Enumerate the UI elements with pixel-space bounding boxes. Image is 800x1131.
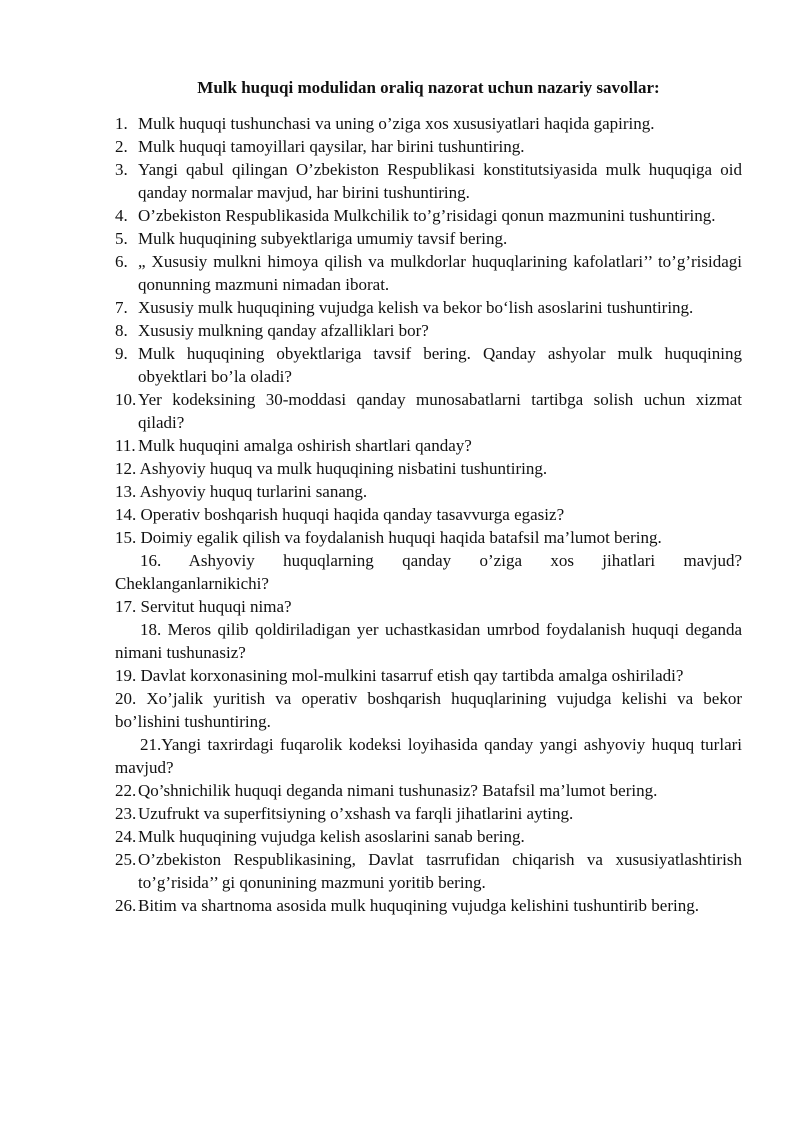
item-number: 12.: [115, 459, 137, 478]
item-number: 26.: [115, 896, 137, 915]
list-item: [115, 618, 742, 664]
list-item: [115, 848, 742, 894]
item-number: 10.: [115, 390, 137, 409]
item-number: 17.: [115, 597, 137, 616]
item-number: 23.: [115, 804, 137, 823]
list-item: [115, 687, 742, 733]
list-item: [115, 434, 742, 457]
item-text: Yangi taxrirdagi fuqarolik kodeksi loyihasida qanday yangi ashyoviy huquq turlari mavjud?: [115, 735, 742, 777]
item-text: Yangi qabul qilingan O’zbekiston Respublikasi konstitutsiyasida mulk huquqiga oid qanday normalar mavjud, har birini tushuntiring.: [138, 160, 742, 202]
list-item: [115, 112, 742, 135]
item-text: Bitim va shartnoma asosida mulk huquqining vujudga kelishini tushuntirib bering.: [138, 896, 699, 915]
item-number: 15.: [115, 528, 137, 547]
list-item: [115, 388, 742, 434]
item-text: O’zbekiston Respublikasining, Davlat tasrrufidan chiqarish va xususiyatlashtirish to’g’risida’’ gi qonunining mazmuni yoritib bering.: [138, 850, 742, 892]
list-item: [115, 342, 742, 388]
item-text: Mulk huquqi tamoyillari qaysilar, har birini tushuntiring.: [138, 137, 525, 156]
item-text: Ashyoviy huquq va mulk huquqining nisbatini tushuntiring.: [139, 459, 548, 478]
item-number: 21.: [140, 735, 162, 754]
item-number: 20.: [115, 689, 137, 708]
item-number: 22.: [115, 781, 137, 800]
item-text: Xo’jalik yuritish va operativ boshqarish huquqlarining vujudga kelishi va bekor bo’lishini tushuntiring.: [115, 689, 743, 731]
list-item: [115, 319, 742, 342]
item-number: 18.: [140, 620, 162, 639]
list-item: [115, 457, 742, 480]
list-item: [115, 549, 742, 595]
list-item: [115, 526, 742, 549]
item-number: 6.: [115, 252, 128, 271]
item-text: Operativ boshqarish huquqi haqida qanday tasavvurga egasiz?: [140, 505, 565, 524]
item-text: Xususiy mulk huquqining vujudga kelish va bekor bo‘lish asoslarini tushuntiring.: [138, 298, 694, 317]
item-text: Davlat korxonasining mol-mulkini tasarruf etish qay tartibda amalga oshiriladi?: [140, 666, 684, 685]
list-item: [115, 595, 742, 618]
item-number: 13.: [115, 482, 137, 501]
item-number: 4.: [115, 206, 128, 225]
list-item: [115, 802, 742, 825]
item-number: 14.: [115, 505, 137, 524]
list-item: [115, 664, 742, 687]
item-text: Ashyoviy huquqlarning qanday o’ziga xos jihatlari mavjud?: [188, 551, 743, 570]
item-text: Qo’shnichilik huquqi deganda nimani tushunasiz? Batafsil ma’lumot bering.: [138, 781, 658, 800]
item-number: 8.: [115, 321, 128, 340]
item-text: Meros qilib qoldiriladigan yer uchastkasidan umrbod foydalanish huquqi deganda nimani tushunasiz?: [115, 620, 742, 662]
item-text: Mulk huquqining vujudga kelish asoslarini sanab bering.: [138, 827, 525, 846]
item-text: Doimiy egalik qilish va foydalanish huquqi haqida batafsil ma’lumot bering.: [140, 528, 662, 547]
item-number: 19.: [115, 666, 137, 685]
item-number: 16.: [140, 551, 162, 570]
item-number: 5.: [115, 229, 128, 248]
item-number: 3.: [115, 160, 128, 179]
list-item: [115, 825, 742, 848]
list-item: [115, 733, 742, 779]
list-item: [115, 894, 742, 917]
item-text: Servitut huquqi nima?: [140, 597, 292, 616]
item-number: 25.: [115, 850, 137, 869]
item-text: O’zbekiston Respublikasida Mulkchilik to’g’risidagi qonun mazmunini tushuntiring.: [138, 206, 716, 225]
item-number: 24.: [115, 827, 137, 846]
item-text: Yer kodeksining 30-moddasi qanday munosabatlarni tartibga solish uchun xizmat qiladi?: [138, 390, 742, 432]
item-number: 11.: [115, 436, 136, 455]
item-text: Mulk huquqini amalga oshirish shartlari qanday?: [138, 436, 472, 455]
item-number: 1.: [115, 114, 128, 133]
item-text: Ashyoviy huquq turlarini sanang.: [139, 482, 368, 501]
list-item: [115, 135, 742, 158]
list-item: [115, 227, 742, 250]
item-text: Uzufrukt va superfitsiyning o’xshash va farqli jihatlarini ayting.: [138, 804, 574, 823]
list-item: [115, 296, 742, 319]
list-item: [115, 503, 742, 526]
item-text: Mulk huquqining obyektlariga tavsif bering. Qanday ashyolar mulk huquqining obyektlari bo’la oladi?: [138, 344, 742, 386]
item-text-continuation: Cheklanganlarnikichi?: [115, 574, 269, 593]
list-item: [115, 779, 742, 802]
list-item: [115, 480, 742, 503]
document-title: Mulk huquqi modulidan oraliq nazorat uchun nazariy savollar:: [197, 78, 660, 97]
list-item: [115, 204, 742, 227]
list-item: [115, 158, 742, 204]
question-list: [115, 112, 742, 917]
item-text: Xususiy mulkning qanday afzalliklari bor?: [138, 321, 429, 340]
item-text: Mulk huquqi tushunchasi va uning o’ziga xos xususiyatlari haqida gapiring.: [138, 114, 655, 133]
item-number: 7.: [115, 298, 128, 317]
list-item: [115, 250, 742, 296]
item-text: „ Xususiy mulkni himoya qilish va mulkdorlar huquqlarining kafolatlari’’ to’g’risidagi qonunning mazmuni nimadan iborat.: [138, 252, 742, 294]
item-text: Mulk huquqining subyektlariga umumiy tavsif bering.: [138, 229, 508, 248]
item-number: 2.: [115, 137, 128, 156]
item-number: 9.: [115, 344, 128, 363]
